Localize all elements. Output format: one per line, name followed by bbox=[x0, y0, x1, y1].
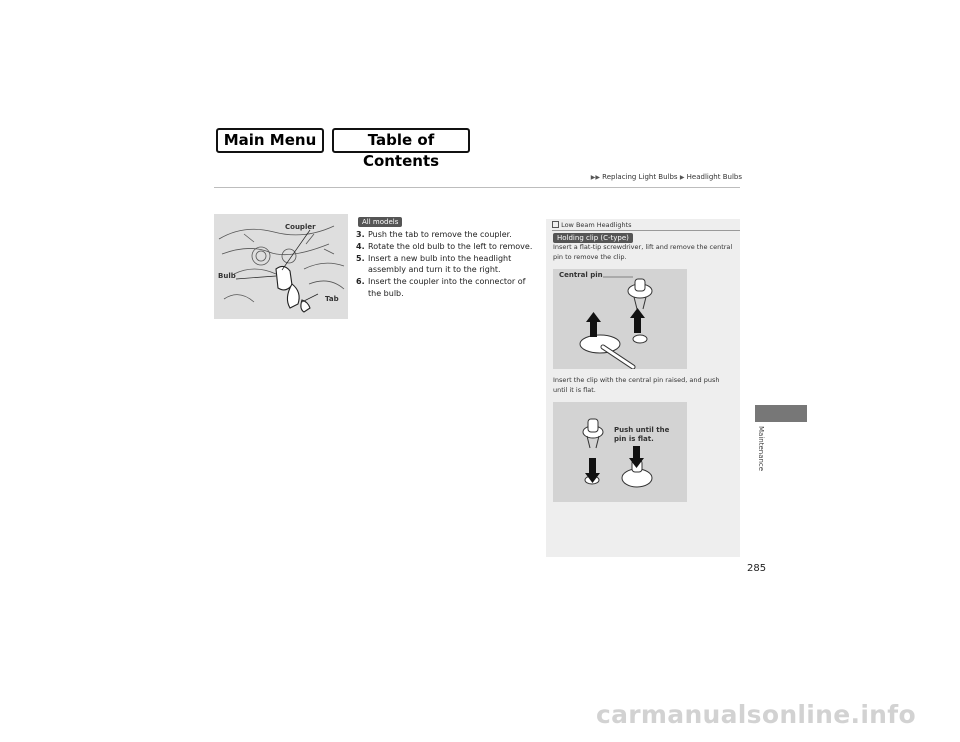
step-item: 5. Insert a new bulb into the headlight assembly and turn it to the right. bbox=[356, 253, 512, 275]
central-pin-label: Central pin bbox=[559, 271, 603, 279]
clip-removal-illustration bbox=[553, 269, 687, 369]
sidebar-text-remove: Insert a flat-tip screwdriver, lift and remove the central pin to remove the clip. bbox=[553, 243, 733, 261]
section-tab-label: Maintenance bbox=[757, 426, 765, 472]
section-tab-marker[interactable] bbox=[755, 405, 807, 422]
header-divider bbox=[214, 187, 740, 188]
push-until-flat-label: Push until the pin is flat. bbox=[614, 426, 670, 443]
sidebar-title: Low Beam Headlights bbox=[552, 221, 632, 229]
sidebar-text-insert: Insert the clip with the central pin raised, and push until it is flat. bbox=[553, 376, 720, 394]
sidebar-divider bbox=[552, 230, 740, 231]
instruction-steps bbox=[356, 229, 536, 300]
table-of-contents-button[interactable]: Table of Contents bbox=[332, 128, 470, 153]
step-item: 4. Rotate the old bulb to the left to remove. bbox=[356, 241, 533, 251]
clip-removal-drawing bbox=[553, 269, 687, 369]
breadcrumb-section: Replacing Light Bulbs bbox=[602, 173, 678, 181]
step-item: 3. Push the tab to remove the coupler. bbox=[356, 230, 512, 239]
step-item: 6. Insert the coupler into the connector of the bulb. bbox=[356, 277, 526, 298]
clip-insertion-illustration bbox=[553, 402, 687, 502]
engine-bay-drawing bbox=[214, 214, 348, 319]
holding-clip-tag: Holding clip (C-type) bbox=[553, 233, 633, 243]
note-sidebar bbox=[546, 219, 740, 557]
breadcrumb-arrow-icon: ▶▶ bbox=[590, 174, 600, 181]
breadcrumb-arrow-icon: ▶ bbox=[679, 174, 685, 181]
all-models-tag: All models bbox=[358, 217, 402, 227]
page-number: 285 bbox=[747, 563, 767, 574]
clip-insertion-drawing bbox=[553, 402, 687, 502]
breadcrumb-page: Headlight Bulbs bbox=[686, 173, 742, 181]
headlight-bulb-illustration bbox=[214, 214, 348, 319]
breadcrumb bbox=[591, 173, 742, 181]
bulb-label: Bulb bbox=[218, 272, 236, 280]
main-menu-button[interactable]: Main Menu bbox=[216, 128, 324, 153]
tab-label: Tab bbox=[325, 295, 339, 303]
coupler-label: Coupler bbox=[285, 223, 316, 231]
watermark: carmanualsonline.info bbox=[596, 700, 916, 729]
note-icon bbox=[552, 221, 559, 228]
